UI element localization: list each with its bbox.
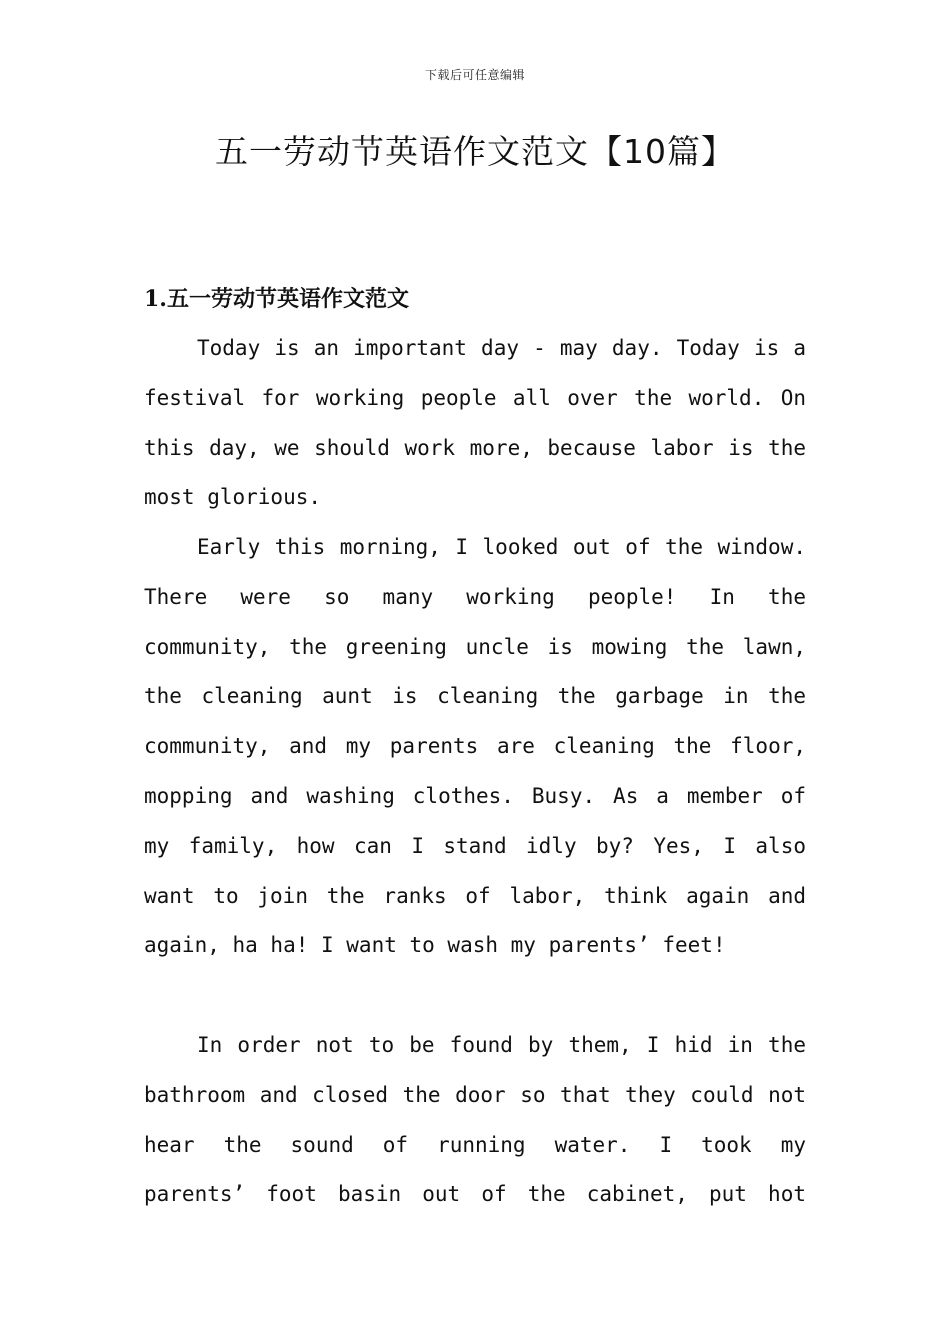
document-title: 五一劳动节英语作文范文【10篇】 — [215, 132, 735, 171]
paragraph-3 — [144, 1021, 806, 1220]
text-line: Early this morning, I looked out of the window. — [197, 535, 806, 559]
text-line: most glorious. — [144, 485, 322, 510]
paragraph-1 — [144, 324, 806, 523]
text-line: community, the greening uncle is mowing the lawn, — [144, 634, 806, 659]
text-line: mopping and washing clothes. Busy. As a member of — [144, 783, 806, 808]
text-line: There were so many working people! In the — [144, 584, 806, 609]
paragraph-2 — [144, 523, 806, 971]
text-line: parents’ foot basin out of the cabinet, put hot — [144, 1182, 806, 1207]
text-line: Today is an important day - may day. Today is a — [197, 336, 806, 360]
text-line: bathroom and closed the door so that they could not — [144, 1082, 806, 1107]
header-note: 下载后可任意编辑 — [424, 68, 525, 82]
text-line: want to join the ranks of labor, think again and — [144, 883, 806, 908]
text-line: festival for working people all over the world. On — [144, 385, 806, 410]
text-line: community, and my parents are cleaning the floor, — [144, 734, 806, 759]
text-line: again, ha ha! I want to wash my parents’ feet! — [144, 933, 726, 958]
text-line: this day, we should work more, because labor is the — [144, 435, 806, 460]
text-line: the cleaning aunt is cleaning the garbage in the — [144, 684, 806, 709]
text-line: In order not to be found by them, I hid in the — [197, 1033, 806, 1057]
text-line: my family, how can I stand idly by? Yes, I also — [144, 833, 806, 858]
section-heading: 1.五一劳动节英语作文范文 — [144, 286, 409, 312]
text-line: hear the sound of running water. I took my — [144, 1132, 806, 1157]
